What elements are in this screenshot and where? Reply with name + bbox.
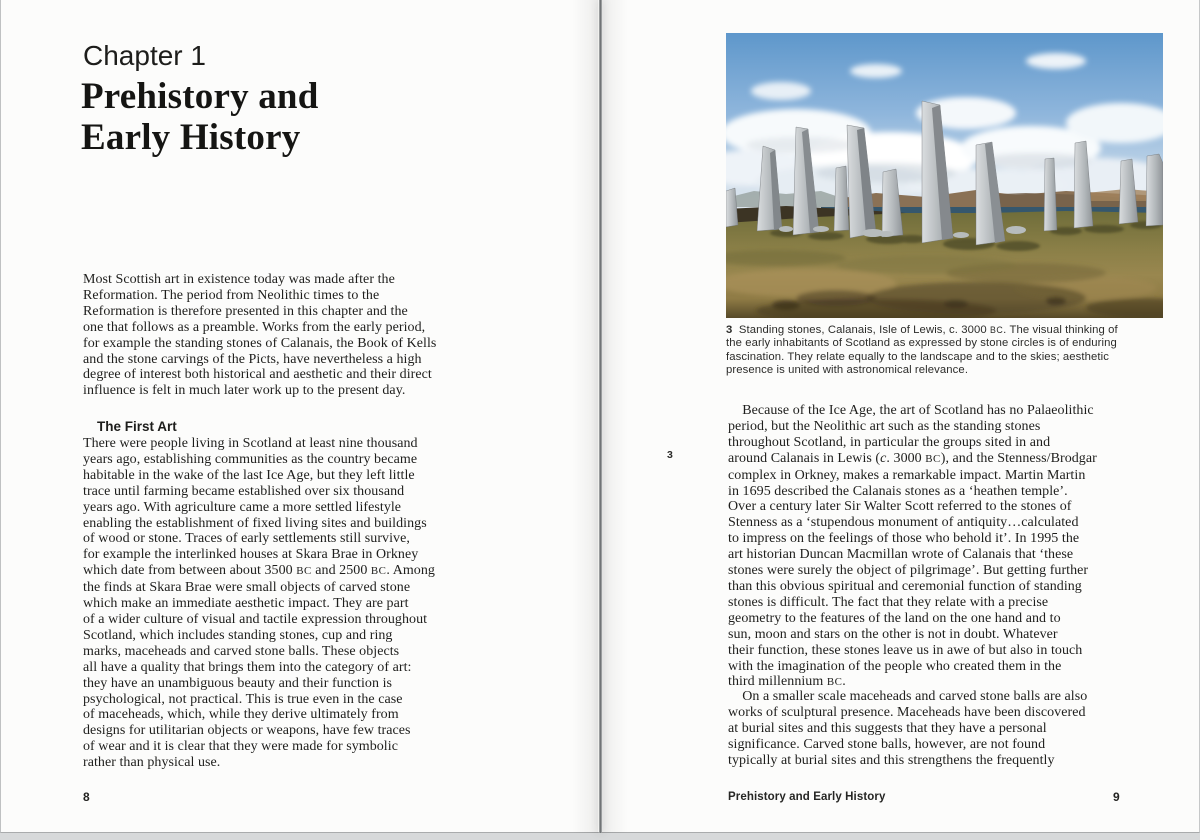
text-line: period, but the Neolithic art such as the standing stones [728, 418, 1041, 434]
text-line: of maceheads, which, while they derive ultimately from [83, 707, 399, 723]
text-line: Early History [81, 117, 301, 158]
text-line: degree of interest both historical and aesthetic and their direct [83, 367, 432, 383]
text-line: marks, maceheads and carved stone balls. These objects [83, 643, 400, 659]
text-line: Scotland, which includes standing stones, cup and ring [83, 627, 393, 643]
text-line: one that follows as a preamble. Works from the early period, [83, 319, 426, 335]
text-line: and the stone carvings of the Picts, have nevertheless a high [83, 351, 422, 367]
text-line: Because of the Ice Age, the art of Scotland has no Palaeolithic [728, 403, 1094, 418]
gutter-shade-left [572, 0, 598, 833]
text-line: art historian Duncan Macmillan wrote of Calanais that ‘these [728, 547, 1074, 563]
chapter-kicker: Chapter 1 [83, 40, 206, 71]
text-line: rather than physical use. [83, 755, 221, 771]
text-line: in 1695 described the Calanais stones as a ‘heathen temple’. [728, 483, 1068, 499]
left-body-paragraph [83, 436, 435, 771]
text-line: all have a quality that brings them into the category of art: [83, 659, 412, 675]
text-line: years ago, establishing communities as the country became [83, 451, 418, 467]
text-line: which date from between about 3500 BC and 2500 BC. Among [83, 563, 435, 579]
text-line: geometry to the features of the land on the one hand and to [728, 610, 1061, 626]
text-line: typically at burial sites and this strengthens the frequently [728, 752, 1055, 768]
text-line: enabling the establishment of fixed living sites and buildings [83, 515, 427, 531]
text-line: years ago. With agriculture came a more settled lifestyle [83, 499, 402, 515]
right-body-paragraph-2 [728, 689, 1087, 769]
running-footer-title: Prehistory and Early History [728, 791, 886, 803]
text-line: Reformation is therefore presented in this chapter and the [83, 303, 408, 319]
chapter-title [81, 76, 318, 158]
text-line: psychological, not practical. This is true even in the case [83, 691, 403, 707]
page-number-left: 8 [83, 790, 90, 804]
text-line: influence is felt in much later work up to the present day. [83, 383, 406, 399]
text-line: trace until farming became established over six thousand [83, 483, 405, 499]
text-line: works of sculptural presence. Maceheads have been discovered [728, 704, 1086, 720]
text-line: of a wider culture of visual and tactile expression throughout [83, 611, 428, 627]
text-line: Reformation. The period from Neolithic times to the [83, 287, 380, 303]
text-line: which make an immediate aesthetic impact. They are part [83, 596, 409, 612]
standing-stones-photo [726, 33, 1163, 318]
text-line: throughout Scotland, in particular the groups sited in and [728, 434, 1051, 450]
text-line: complex in Orkney, makes a remarkable impact. Martin Martin [728, 467, 1086, 483]
text-line: On a smaller scale maceheads and carved stone balls are also [728, 689, 1088, 704]
text-line: around Calanais in Lewis (c. 3000 BC), and the Stenness/Brodgar [728, 450, 1097, 466]
text-line: Stenness as a ‘stupendous monument of antiquity…calculated [728, 515, 1079, 531]
text-line: with the imagination of the people who created them in the [728, 658, 1062, 674]
text-line: of wear and it is clear that they were made for symbolic [83, 739, 398, 755]
figure-caption [726, 324, 1166, 377]
text-line: the early inhabitants of Scotland as expressed by stone circles is of enduring [726, 337, 1117, 350]
text-line: 3 Standing stones, Calanais, Isle of Lewis, c. 3000 BC. The visual thinking of [726, 324, 1118, 336]
text-line: for example the standing stones of Calanais, the Book of Kells [83, 335, 437, 351]
text-line: habitable in the wake of the last Ice Age, but they left little [83, 467, 415, 483]
text-line: their function, these stones leave us in awe of but also in touch [728, 642, 1083, 658]
gutter-shade-right [602, 0, 628, 833]
text-line: than this obvious spiritual and ceremonial function of standing [728, 578, 1082, 594]
text-line: designs for utilitarian objects or weapons, have few traces [83, 723, 411, 739]
text-line: of wood or stone. Traces of early settlements still survive, [83, 531, 410, 547]
intro-paragraph [83, 272, 436, 399]
page-gutter [599, 0, 602, 833]
text-line: Most Scottish art in existence today was made after the [83, 272, 395, 287]
text-line: at burial sites and this suggests that they have a personal [728, 720, 1047, 736]
page-number-right: 9 [1113, 790, 1120, 804]
text-line: for example the interlinked houses at Skara Brae in Orkney [83, 547, 419, 563]
text-line: stones is difficult. The fact that they relate with a precise [728, 594, 1049, 610]
text-line: There were people living in Scotland at least nine thousand [83, 436, 418, 451]
text-line: the finds at Skara Brae were small objects of carved stone [83, 580, 411, 596]
figure-margin-ref: 3 [667, 449, 673, 461]
right-body-paragraph-1 [728, 403, 1097, 691]
text-line: significance. Carved stone balls, however, are not found [728, 736, 1046, 752]
text-line: sun, moon and stars on the other is not in doubt. Whatever [728, 626, 1058, 642]
text-line: they have an unambiguous beauty and their function is [83, 675, 393, 691]
text-line: third millennium BC. [728, 674, 846, 690]
text-line: Prehistory and [81, 76, 319, 117]
text-line: Over a century later Sir Walter Scott referred to the stones of [728, 499, 1072, 515]
text-line: stones were surely the object of pilgrimage’. But getting further [728, 563, 1089, 579]
text-line: fascination. They relate equally to the landscape and to the skies; aesthetic [726, 350, 1110, 363]
text-line: to impress on the feelings of those who behold it’. In 1995 the [728, 531, 1080, 547]
text-line: presence is united with astronomical relevance. [726, 363, 969, 376]
section-heading-first-art: The First Art [97, 419, 177, 434]
